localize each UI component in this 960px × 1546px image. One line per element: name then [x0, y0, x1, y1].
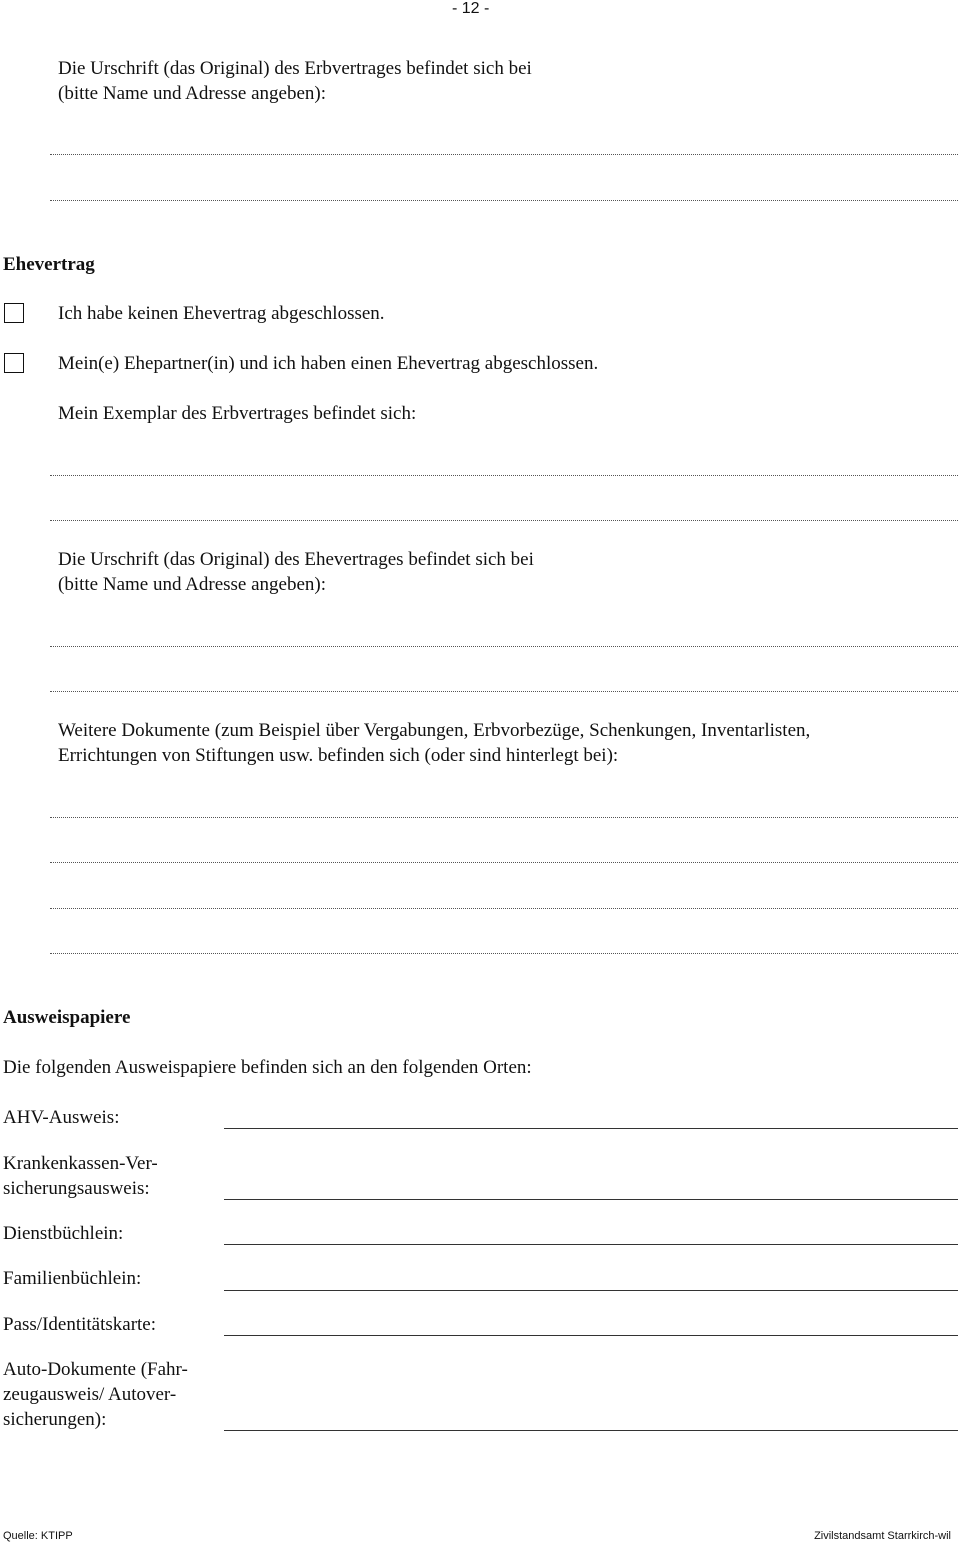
- krankenkasse-input-line[interactable]: [224, 1199, 958, 1200]
- erbvertrag-original-text-line1: Die Urschrift (das Original) des Erbvertrages befindet sich bei: [58, 58, 532, 79]
- weitere-dokumente-input-line-4[interactable]: [50, 953, 958, 954]
- dienstbuechlein-label: Dienstbüchlein:: [3, 1223, 124, 1244]
- ehevertrag-exemplar-input-line-1[interactable]: [50, 475, 958, 476]
- krankenkasse-label-line2: sicherungsausweis:: [3, 1178, 150, 1199]
- footer-source: Quelle: KTIPP: [3, 1530, 73, 1542]
- weitere-dokumente-text-line2: Errichtungen von Stiftungen usw. befinden sich (oder sind hinterlegt bei):: [58, 745, 619, 766]
- page-number: - 12 -: [452, 0, 490, 17]
- ehevertrag-none-checkbox[interactable]: [4, 303, 24, 323]
- dienstbuechlein-input-line[interactable]: [224, 1244, 958, 1245]
- ehevertrag-heading: Ehevertrag: [3, 254, 95, 275]
- footer-office: Zivilstandsamt Starrkirch-wil: [814, 1530, 951, 1542]
- auto-dokumente-label-line3: sicherungen):: [3, 1409, 107, 1430]
- familienbuechlein-label: Familienbüchlein:: [3, 1268, 142, 1289]
- erbvertrag-original-input-line-2[interactable]: [50, 200, 958, 201]
- auto-dokumente-label-line1: Auto-Dokumente (Fahr-: [3, 1359, 188, 1380]
- ehevertrag-exemplar-text: Mein Exemplar des Erbvertrages befindet sich:: [58, 403, 417, 424]
- ehevertrag-yes-checkbox[interactable]: [4, 353, 24, 373]
- ehevertrag-exemplar-input-line-2[interactable]: [50, 520, 958, 521]
- pass-identitaetskarte-input-line[interactable]: [224, 1335, 958, 1336]
- weitere-dokumente-input-line-1[interactable]: [50, 817, 958, 818]
- weitere-dokumente-input-line-3[interactable]: [50, 908, 958, 909]
- erbvertrag-original-text-line2: (bitte Name und Adresse angeben):: [58, 83, 327, 104]
- weitere-dokumente-input-line-2[interactable]: [50, 862, 958, 863]
- familienbuechlein-input-line[interactable]: [224, 1290, 958, 1291]
- ehevertrag-original-input-line-2[interactable]: [50, 691, 958, 692]
- ehevertrag-original-input-line-1[interactable]: [50, 646, 958, 647]
- auto-dokumente-input-line[interactable]: [224, 1430, 958, 1431]
- ehevertrag-original-text-line2: (bitte Name und Adresse angeben):: [58, 574, 327, 595]
- auto-dokumente-label-line2: zeugausweis/ Autover-: [3, 1384, 177, 1405]
- ahv-ausweis-input-line[interactable]: [224, 1128, 958, 1129]
- weitere-dokumente-text-line1: Weitere Dokumente (zum Beispiel über Vergabungen, Erbvorbezüge, Schenkungen, Inventarlisten,: [58, 720, 811, 741]
- krankenkasse-label-line1: Krankenkassen-Ver-: [3, 1153, 158, 1174]
- pass-identitaetskarte-label: Pass/Identitätskarte:: [3, 1314, 157, 1335]
- erbvertrag-original-input-line-1[interactable]: [50, 154, 958, 155]
- ehevertrag-none-label: Ich habe keinen Ehevertrag abgeschlossen.: [58, 303, 385, 324]
- ehevertrag-original-text-line1: Die Urschrift (das Original) des Ehevertrages befindet sich bei: [58, 549, 534, 570]
- ahv-ausweis-label: AHV-Ausweis:: [3, 1107, 120, 1128]
- ausweispapiere-heading: Ausweispapiere: [3, 1007, 131, 1028]
- ehevertrag-yes-label: Mein(e) Ehepartner(in) und ich haben einen Ehevertrag abgeschlossen.: [58, 353, 599, 374]
- ausweispapiere-intro: Die folgenden Ausweispapiere befinden sich an den folgenden Orten:: [3, 1057, 532, 1078]
